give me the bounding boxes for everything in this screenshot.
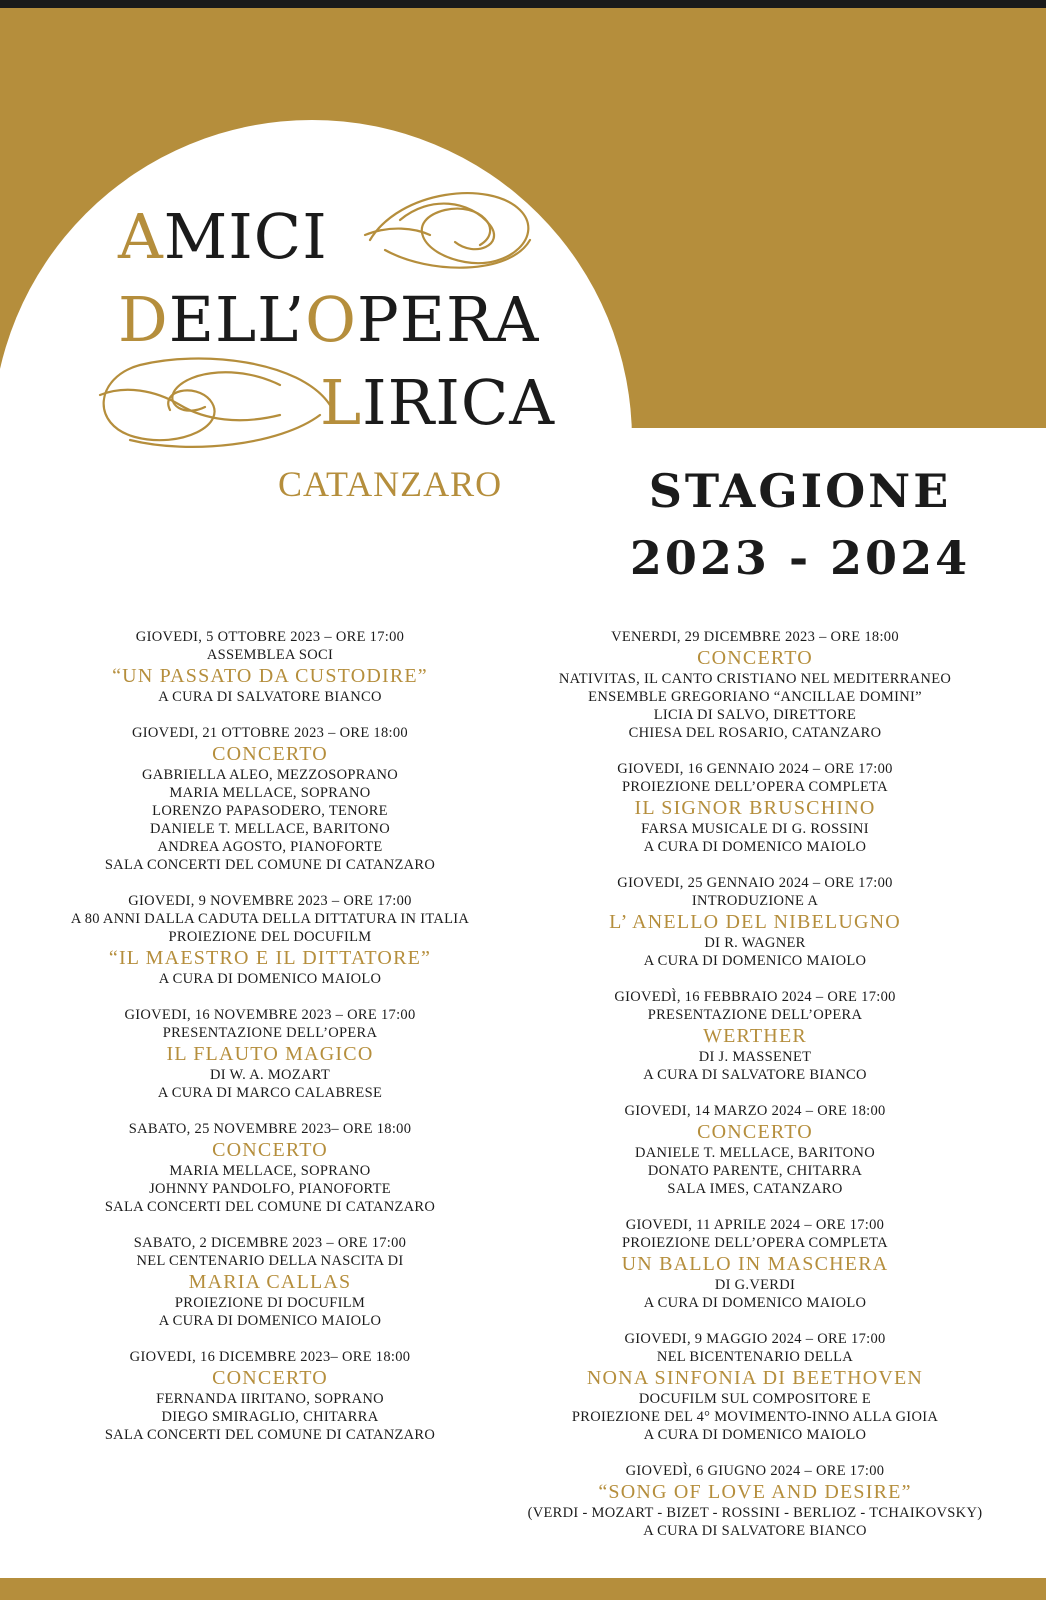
event-detail-line: A CURA DI SALVATORE BIANCO [643,1067,867,1083]
event-detail-line: A CURA DI DOMENICO MAIOLO [643,1427,867,1443]
event-detail-line: CHIESA DEL ROSARIO, CATANZARO [628,725,882,741]
event-date: GIOVEDÌ, 6 GIUGNO 2024 – ORE 17:00 [625,1463,885,1479]
event-detail-line: ENSEMBLE GREGORIANO “ANCILLAE DOMINI” [588,689,922,705]
season-label: STAGIONE [648,464,952,518]
logo-text-ell: ELL’ [168,283,306,356]
event-item [520,1216,990,1312]
event-intro-line: INTRODUZIONE A [691,893,819,909]
event-item [520,1330,990,1444]
event-item [520,1462,990,1540]
events-column-left [60,628,480,1462]
event-detail-line: JOHNNY PANDOLFO, PIANOFORTE [149,1181,391,1197]
event-intro-line: PROIEZIONE DELL’OPERA COMPLETA [622,1235,888,1251]
logo-line-lirica [320,366,556,439]
event-detail-line: A CURA DI DOMENICO MAIOLO [643,839,867,855]
event-intro-line: PROIEZIONE DELL’OPERA COMPLETA [622,779,888,795]
event-detail-line: LORENZO PAPASODERO, TENORE [152,803,388,819]
event-detail-line: SALA CONCERTI DEL COMUNE DI CATANZARO [104,1427,436,1443]
event-detail-line: FARSA MUSICALE DI G. ROSSINI [641,821,869,837]
event-date: GIOVEDI, 9 NOVEMBRE 2023 – ORE 17:00 [128,893,412,909]
event-title: CONCERTO [212,1367,328,1389]
logo-city: CATANZARO [278,464,503,504]
event-detail-line: PROIEZIONE DI DOCUFILM [174,1295,366,1311]
event-detail-line: DI R. WAGNER [704,935,806,951]
event-item [520,628,990,742]
logo-initial-o: O [305,283,358,356]
event-title: CONCERTO [697,1121,813,1143]
bottom-border [0,1578,1046,1600]
event-date: GIOVEDI, 14 MARZO 2024 – ORE 18:00 [624,1103,886,1119]
event-date: SABATO, 2 DICEMBRE 2023 – ORE 17:00 [133,1235,407,1251]
event-detail-line: DIEGO SMIRAGLIO, CHITARRA [161,1409,379,1425]
event-detail-line: DI G.VERDI [714,1277,796,1293]
top-border [0,0,1046,8]
event-detail-line: A CURA DI DOMENICO MAIOLO [158,1313,382,1329]
event-detail-line: MARIA MELLACE, SOPRANO [169,1163,371,1179]
logo-text-irica: IRICA [362,366,556,439]
logo-line-dellopera [118,283,540,356]
event-detail-line: LICIA DI SALVO, DIRETTORE [653,707,857,723]
logo-initial-d: D [118,283,169,356]
event-intro-line: NEL CENTENARIO DELLA NASCITA DI [136,1253,404,1269]
event-detail-line: DOCUFILM SUL COMPOSITORE E [638,1391,872,1407]
event-item [520,988,990,1084]
events-column-right [520,628,990,1558]
event-title: L’ ANELLO DEL NIBELUGNO [609,911,901,933]
event-title: WERTHER [703,1025,807,1047]
event-detail-line: DONATO PARENTE, CHITARRA [647,1163,863,1179]
event-intro-line: A 80 ANNI DALLA CADUTA DELLA DITTATURA IN ITALIA [70,911,470,927]
event-detail-line: A CURA DI SALVATORE BIANCO [158,689,382,705]
logo-text-pera: PERA [357,283,540,356]
event-title: “SONG OF LOVE AND DESIRE” [598,1481,912,1503]
event-detail-line: NATIVITAS, IL CANTO CRISTIANO NEL MEDITERRANEO [558,671,952,687]
event-detail-line: FERNANDA IIRITANO, SOPRANO [156,1391,384,1407]
event-item [60,724,480,874]
event-item [520,1102,990,1198]
event-date: SABATO, 25 NOVEMBRE 2023– ORE 18:00 [128,1121,412,1137]
event-intro-line: NEL BICENTENARIO DELLA [656,1349,854,1365]
event-title: CONCERTO [212,1139,328,1161]
event-detail-line: DANIELE T. MELLACE, BARITONO [150,821,390,837]
event-date: GIOVEDI, 16 NOVEMBRE 2023 – ORE 17:00 [124,1007,416,1023]
event-date: GIOVEDÌ, 16 FEBBRAIO 2024 – ORE 17:00 [614,989,896,1005]
event-date: GIOVEDI, 16 DICEMBRE 2023– ORE 18:00 [129,1349,411,1365]
season-years: 2023 - 2024 [629,531,971,585]
event-detail-line: GABRIELLA ALEO, MEZZOSOPRANO [141,767,399,783]
event-title: MARIA CALLAS [188,1271,352,1293]
event-item [60,1006,480,1102]
event-detail-line: A CURA DI DOMENICO MAIOLO [158,971,382,987]
event-detail-line: DANIELE T. MELLACE, BARITONO [635,1145,875,1161]
flourish-bottom-icon [80,345,340,465]
event-detail-line: DI W. A. MOZART [209,1067,331,1083]
event-date: GIOVEDI, 25 GENNAIO 2024 – ORE 17:00 [617,875,893,891]
logo-line-amici [118,200,328,273]
event-title: CONCERTO [212,743,328,765]
event-intro-line: ASSEMBLEA SOCI [206,647,334,663]
logo-initial-l: L [320,366,363,439]
event-item [60,628,480,706]
event-item [520,874,990,970]
event-date: GIOVEDI, 21 OTTOBRE 2023 – ORE 18:00 [132,725,408,741]
event-detail-line: PROIEZIONE DEL 4° MOVIMENTO-INNO ALLA GIOIA [571,1409,939,1425]
event-date: GIOVEDI, 11 APRILE 2024 – ORE 17:00 [625,1217,885,1233]
event-date: VENERDI, 29 DICEMBRE 2023 – ORE 18:00 [611,629,899,645]
event-detail-line: A CURA DI DOMENICO MAIOLO [643,953,867,969]
event-title: UN BALLO IN MASCHERA [621,1253,889,1275]
event-title: IL SIGNOR BRUSCHINO [634,797,876,819]
event-item [60,1234,480,1330]
event-date: GIOVEDI, 9 MAGGIO 2024 – ORE 17:00 [624,1331,886,1347]
event-detail-line: SALA CONCERTI DEL COMUNE DI CATANZARO [104,857,436,873]
event-date: GIOVEDI, 5 OTTOBRE 2023 – ORE 17:00 [135,629,405,645]
event-title: IL FLAUTO MAGICO [166,1043,374,1065]
event-intro-line: PROIEZIONE DEL DOCUFILM [168,929,372,945]
event-detail-line: ANDREA AGOSTO, PIANOFORTE [157,839,383,855]
event-intro-line: PRESENTAZIONE DELL’OPERA [162,1025,378,1041]
event-intro-line: PRESENTAZIONE DELL’OPERA [647,1007,863,1023]
event-detail-line: DI J. MASSENET [698,1049,812,1065]
event-item [520,760,990,856]
logo-initial-a: A [118,200,164,273]
logo-text-mici: MICI [163,200,328,273]
event-item [60,892,480,988]
event-item [60,1348,480,1444]
event-item [60,1120,480,1216]
event-title: NONA SINFONIA DI BEETHOVEN [586,1367,924,1389]
event-detail-line: SALA CONCERTI DEL COMUNE DI CATANZARO [104,1199,436,1215]
event-detail-line: SALA IMES, CATANZARO [667,1181,843,1197]
event-detail-line: A CURA DI DOMENICO MAIOLO [643,1295,867,1311]
event-title: CONCERTO [697,647,813,669]
event-detail-line: (VERDI - MOZART - BIZET - ROSSINI - BERLIOZ - TCHAIKOVSKY) [527,1505,983,1521]
event-title: “IL MAESTRO E IL DITTATORE” [108,947,432,969]
event-detail-line: MARIA MELLACE, SOPRANO [169,785,371,801]
event-detail-line: A CURA DI MARCO CALABRESE [157,1085,383,1101]
event-detail-line: A CURA DI SALVATORE BIANCO [643,1523,867,1539]
flourish-top-icon [360,180,540,290]
event-title: “UN PASSATO DA CUSTODIRE” [112,665,428,687]
event-date: GIOVEDI, 16 GENNAIO 2024 – ORE 17:00 [617,761,893,777]
